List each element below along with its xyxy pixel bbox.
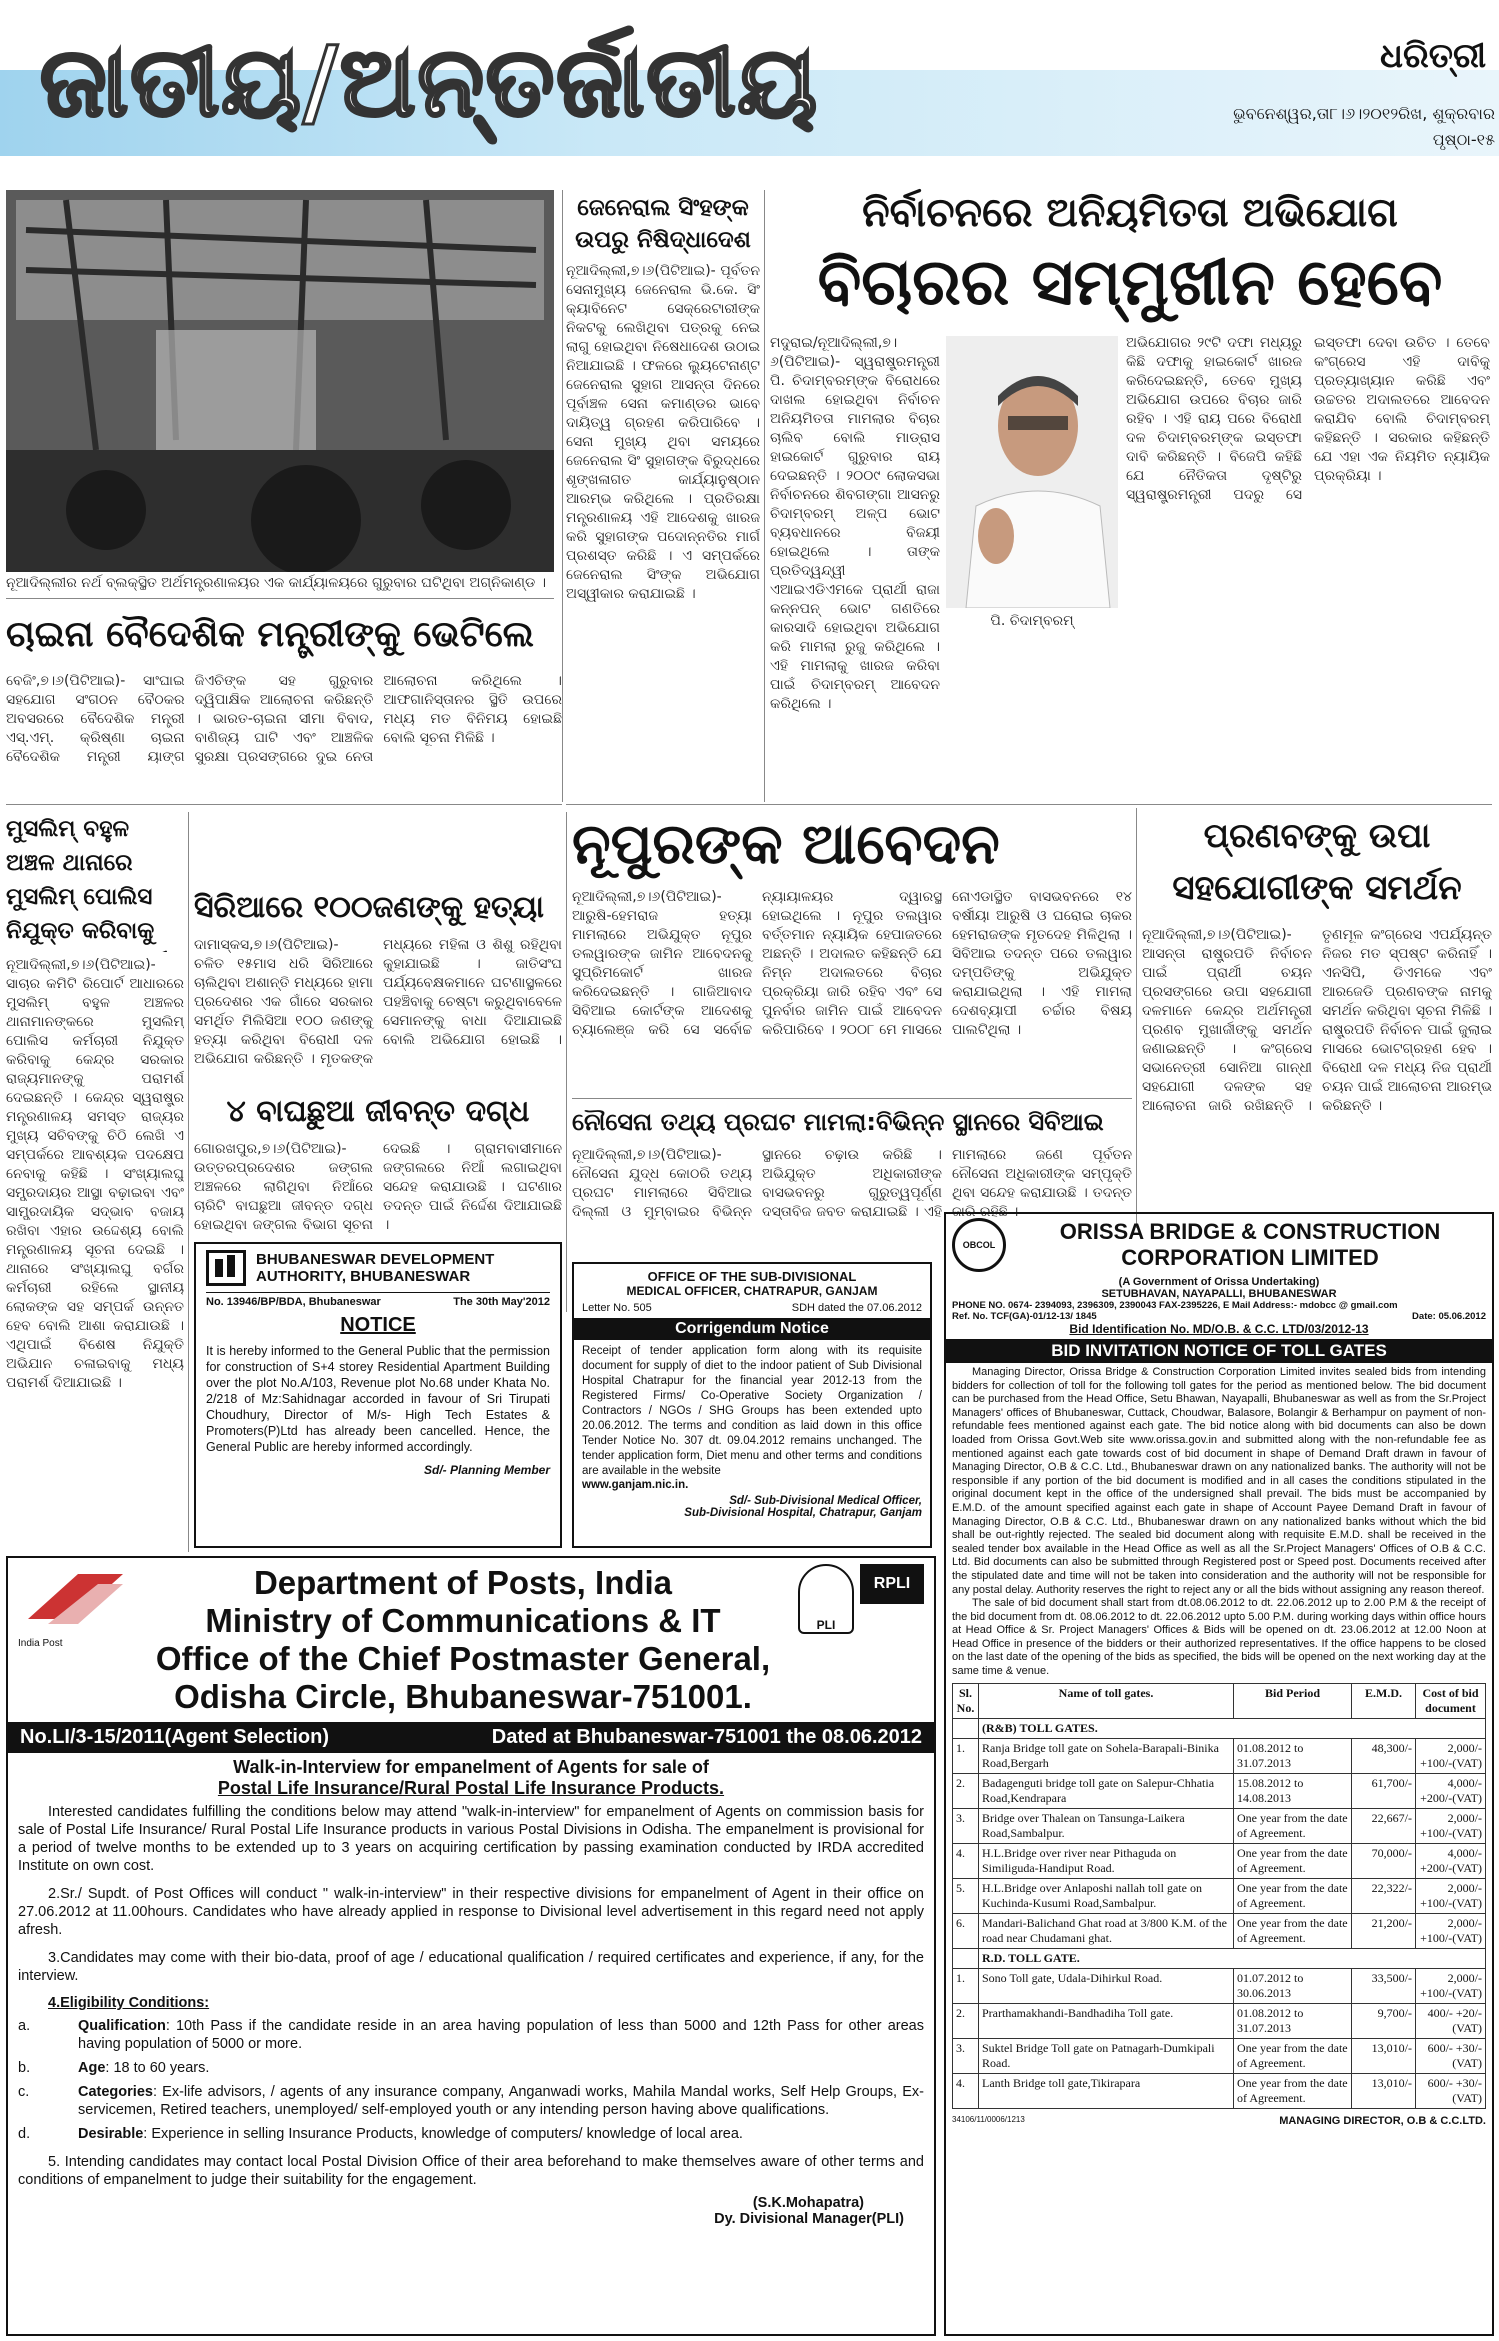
medical-body: Receipt of tender application form along with its requisite document for supply of diet to the indoor patient of Sub Divisional Hospital Chatrapur for the financial year 2012-13 from the Registered Firms/ Co-Operative Society Organization / Contractors / NGOs / SHG Groups has been extended upto 20.06.2012. The terms and condition as laid down in this office Tender Notice No. 307 dt. 09.04.2012 remains unchanged. The tender application form, Diet menu and other terms and conditions are available in the website — [582, 1345, 922, 1477]
post-para4-title: 4.Eligibility Conditions: — [48, 1995, 210, 2011]
table-cell: 22,667/- — [1352, 1808, 1416, 1843]
table-cell: 1. — [953, 1968, 979, 2003]
muslim-police-body: ନୂଆଦିଲ୍ଲୀ,୭।୬(ପିଟିଆଇ)- ସାଚାର କମିଟି ରିପୋର୍ଟ ଆଧାରରେ ମୁସଲିମ୍ ବହୁଳ ଅଞ୍ଚଳର ଥାନାମାନଙ୍କରେ ମୁସଲିମ୍ ପୋଲିସ କର୍ମଚାରୀ ନିଯୁକ୍ତ କରିବାକୁ କେନ୍ଦ୍ର ସରକାର ରାଜ୍ୟମାନଙ୍କୁ ପରାମର୍ଶ ଦେଇଛନ୍ତି । କେନ୍ଦ୍ର ସ୍ୱରାଷ୍ଟ୍ର ମନ୍ତ୍ରଣାଳୟ ସମସ୍ତ ରାଜ୍ୟର ମୁଖ୍ୟ ସଚିବଙ୍କୁ ଚିଠି ଲେଖି ଏ ସମ୍ପର୍କରେ ଆବଶ୍ୟକ ପଦକ୍ଷେପ ନେବାକୁ କହିଛି । ସଂଖ୍ୟାଲଘୁ ସମ୍ପ୍ରଦାୟର ଆସ୍ଥା ବଢ଼ାଇବା ଏବଂ ସାମ୍ପ୍ରଦାୟିକ ସଦ୍‌ଭାବ ବଜାୟ ରଖିବା ଏହାର ଉଦ୍ଦେଶ୍ୟ ବୋଲି ମନ୍ତ୍ରଣାଳୟ ସୂଚନା ଦେଇଛି । ଥାନାରେ ସଂଖ୍ୟାଲଘୁ ବର୍ଗର କର୍ମଚାରୀ ରହିଲେ ସ୍ଥାନୀୟ ଲୋକଙ୍କ ସହ ସମ୍ପର୍କ ଉନ୍ନତ ହେବ ବୋଲି ଆଶା କରାଯାଉଛି । ଏଥିପାଇଁ ବିଶେଷ ନିଯୁକ୍ତି ଅଭିଯାନ ଚଳାଇବାକୁ ମଧ୍ୟ ପରାମର୍ଶ ଦିଆଯାଇଛି । — [6, 957, 184, 1391]
divider — [562, 190, 563, 802]
table-section-row — [953, 1718, 1486, 1738]
post-title-line2: Ministry of Communications & IT — [205, 1602, 721, 1639]
table-cell: 33,500/- — [1352, 1968, 1416, 2003]
table-cell: 400/- +20/-(VAT) — [1416, 2003, 1486, 2038]
table-cell: One year from the date of Agreement. — [1234, 2038, 1352, 2073]
table-header: Bid Period — [1234, 1683, 1352, 1718]
table-cell: 22,322/- — [1352, 1878, 1416, 1913]
navy-headline: ନୌସେନା ତଥ୍ୟ ପ୍ରଘଟ ମାମଲା:ବିଭିନ୍ନ ସ୍ଥାନରେ ସିବିଆଇ — [572, 1108, 1104, 1136]
medical-date: SDH dated the 07.06.2012 — [791, 1302, 922, 1314]
chidambaram-photo-caption: ପି. ଚିଦାମ୍ବରମ୍ — [990, 613, 1074, 629]
obcc-ad — [944, 1212, 1494, 2336]
table-cell: 4. — [953, 2073, 979, 2108]
table-cell: 4,000/- +200/-(VAT) — [1416, 1843, 1486, 1878]
table-section-row — [953, 1948, 1486, 1968]
post-dated: Dated at Bhubaneswar-751001 the 08.06.2012 — [491, 1726, 922, 1748]
pli-logo-label: PLI — [816, 1618, 836, 1632]
table-cell: 13,010/- — [1352, 2073, 1416, 2108]
eligibility-text: : 10th Pass if the candidate reside in an area having population of less than 5000 and 12th Pass for other areas having population of 5000 or more. — [78, 2018, 924, 2052]
post-subtitle1: Walk-in-Interview for empanelment of Agents for sale of — [233, 1757, 709, 1777]
eligibility-text: : Experience in selling Insurance Products, knowledge of computers/ knowledge of local area. — [143, 2126, 743, 2142]
obcc-address: SETUBHAVAN, NAYAPALLI, BHUBANESWAR — [1101, 1288, 1337, 1300]
chidambaram-kicker: ନିର୍ବାଚନରେ ଅନିୟମିତତା ଅଭିଯୋଗ — [862, 190, 1398, 236]
medical-notice — [572, 1262, 932, 1548]
masthead — [0, 0, 1499, 160]
table-row — [953, 1913, 1486, 1948]
general-headline: ଜେନେରାଲ ସିଂହଙ୍କ ଉପରୁ ନିଷିଦ୍ଧାଦେଶ — [575, 195, 751, 253]
medical-website: www.ganjam.nic.in. — [582, 1479, 689, 1491]
india-post-logo — [18, 1564, 128, 1648]
post-para1: Interested candidates fulfilling the conditions below may attend "walk-in-interview" for empanelment of Agents on commission basis for sale of Postal Life Insurance/ Rural Postal Life Insurance products in various Postal Divisions in Odisha. The empanelment is provisional for a period of twelve months to be extended up to 3 years on acquiring certification by passing examination conducted by IRDA accredited Institute on own cost. — [18, 1804, 924, 1874]
post-title-line4: Odisha Circle, Bhubaneswar-751001. — [174, 1678, 752, 1715]
table-header: Cost of bid document — [1416, 1683, 1486, 1718]
eligibility-label: Qualification — [78, 2018, 166, 2034]
table-cell: 600/- +30/-(VAT) — [1416, 2038, 1486, 2073]
medical-title: Corrigendum Notice — [574, 1318, 930, 1340]
medical-sign-line2: Sub-Divisional Hospital, Chatrapur, Ganjam — [684, 1507, 922, 1519]
table-cell — [953, 1948, 979, 1968]
table-cell: 48,300/- — [1352, 1738, 1416, 1773]
table-cell: 2,000/- +100/-(VAT) — [1416, 1878, 1486, 1913]
table-cell: One year from the date of Agreement. — [1234, 2073, 1352, 2108]
medical-office-line2: MEDICAL OFFICER, CHATRAPUR, GANJAM — [626, 1284, 878, 1298]
table-row — [953, 2003, 1486, 2038]
tiger-body: ଗୋରଖପୁର,୭।୬(ପିଟିଆଇ)- ଉତ୍ତରପ୍ରଦେଶର ଜଙ୍ଗଲ ଅଞ୍ଚଳରେ ଲାଗିଥିବା ନିଆଁରେ ଚାରିଟି ବାଘଛୁଆ ଜୀବନ୍ତ ଦଗ୍ଧ ହୋଇଥିବା ଜଙ୍ଗଲ ବିଭାଗ ସୂଚନା ଦେଇଛି । ଗ୍ରାମବାସୀମାନେ ଜଙ୍ଗଲରେ ନିଆଁ ଲଗାଇଥିବା ସନ୍ଦେହ କରାଯାଉଛି । ଘଟଣାର ତଦନ୍ତ ପାଇଁ ନିର୍ଦ୍ଦେଶ ଦିଆଯାଇଛି । — [194, 1141, 562, 1233]
table-section-label: (R&B) TOLL GATES. — [979, 1718, 1486, 1738]
divider — [572, 1098, 1132, 1099]
nupur-headline: ନୂପୁରଙ୍କ ଆବେଦନ — [572, 812, 1000, 877]
obcc-name-line1: ORISSA BRIDGE & CONSTRUCTION — [1059, 1219, 1441, 1244]
divider — [6, 804, 562, 805]
eligibility-text: : Ex-life advisors, / agents of any insurance company, Anganwadi works, Mahila Mandal works, Self Help Groups, Ex-servicemen, Retired teachers, unemployed/ self-employed youth or any intending person having above qualifications. — [78, 2084, 924, 2118]
eligibility-key: b. — [18, 2060, 31, 2076]
rpli-logo-label: RPLI — [873, 1575, 911, 1592]
rpli-logo-icon — [860, 1564, 924, 1604]
table-cell: 4,000/- +200/-(VAT) — [1416, 1773, 1486, 1808]
bda-ref: No. 13946/BP/BDA, Bhubaneswar — [206, 1296, 381, 1308]
page-number: ପୃଷ୍ଠା-୧୫ — [1432, 130, 1495, 149]
table-row — [953, 1773, 1486, 1808]
table-cell: 15.08.2012 to 14.08.2013 — [1234, 1773, 1352, 1808]
divider — [188, 812, 189, 1552]
chidambaram-body-right: ଅଭିଯୋଗର ୨୯ଟି ଦଫା ମଧ୍ୟରୁ କିଛି ଦଫାକୁ ହାଇକୋର୍ଟ ଖାରଜ କରିଦେଇଛନ୍ତି, ତେବେ ମୁଖ୍ୟ ଅଭିଯୋଗ ଉପରେ ବିଚାର ଜାରି ରହିବ । ଏହି ରାୟ ପରେ ବିରୋଧୀ ଦଳ ଚିଦାମ୍ବରମ୍‌ଙ୍କ ଇସ୍ତଫା ଦାବି କରିଛନ୍ତି । ବିଜେପି କହିଛି ଯେ ନୈତିକତା ଦୃଷ୍ଟିରୁ ସ୍ୱରାଷ୍ଟ୍ରମନ୍ତ୍ରୀ ପଦରୁ ସେ ଇସ୍ତଫା ଦେବା ଉଚିତ । ତେବେ କଂଗ୍ରେସ ଏହି ଦାବିକୁ ପ୍ରତ୍ୟାଖ୍ୟାନ କରିଛି ଏବଂ ଉଚ୍ଚତର ଅଦାଲତରେ ଆବେଦନ କରାଯିବ ବୋଲି ଚିଦାମ୍ବରମ୍ କହିଛନ୍ତି । ସରକାର କହିଛନ୍ତି ଯେ ଏହା ଏକ ନିୟମିତ ନ୍ୟାୟିକ ପ୍ରକ୍ରିୟା । — [1126, 335, 1490, 503]
eligibility-item — [18, 2083, 924, 2119]
table-cell: 600/- +30/-(VAT) — [1416, 2073, 1486, 2108]
obcc-body2: The sale of bid document shall start from dt.08.06.2012 to dt. 22.06.2012 up to 2.00 P.M & the receipt of the bid document from dt. 08.06.2012 to dt. 22.06.2012 upto 5.00 P.M. during working days within office hours at Head Office & Sr. Project Managers' Offices & Bids will be opened on dt. 23.06.2012 at 12.00 Noon at Head Office in presence of the bidders or their authorized representatives. If the office happens to be closed on the last date of the opening of the bids as specified, the bids will be opened on the next working day at the same time & venue. — [952, 1597, 1486, 1678]
obcc-logo-text: OBCOL — [962, 1240, 996, 1250]
chidambaram-body-left: ମଦୁରାଇ/ନୂଆଦିଲ୍ଲୀ,୭।୬(ପିଟିଆଇ)- ସ୍ୱରାଷ୍ଟ୍ରମନ୍ତ୍ରୀ ପି. ଚିଦାମ୍ବରମ୍‌ଙ୍କ ବିରୋଧରେ ଦାଖଲ ହୋଇଥିବା ନିର୍ବାଚନ ଅନିୟମିତତା ମାମଲାର ବିଚାର ଚାଲିବ ବୋଲି ମାଡ୍ରାସ ହାଇକୋର୍ଟ ଗୁରୁବାର ରାୟ ଦେଇଛନ୍ତି । ୨୦୦୯ ଲୋକସଭା ନିର୍ବାଚନରେ ଶିବଗଙ୍ଗା ଆସନରୁ ଚିଦାମ୍ବରମ୍ ଅଳ୍ପ ଭୋଟ ବ୍ୟବଧାନରେ ବିଜୟୀ ହୋଇଥିଲେ । ତାଙ୍କ ପ୍ରତିଦ୍ୱନ୍ଦ୍ୱୀ ଏଆଇଏଡିଏମକେ ପ୍ରାର୍ଥୀ ରାଜା କନ୍ନପନ୍ ଭୋଟ ଗଣତିରେ କାରସାଦି ହୋଇଥିବା ଅଭିଯୋଗ କରି ମାମଲା ରୁଜୁ କରିଥିଲେ । ଏହି ମାମଲାକୁ ଖାରଜ କରିବା ପାଇଁ ଚିଦାମ୍ବରମ୍ ଆବେଦନ କରିଥିଲେ । — [770, 335, 940, 712]
paper-name: ଧରିତ୍ରୀ — [1380, 36, 1487, 76]
general-body: ନୂଆଦିଲ୍ଲୀ,୭।୬(ପିଟିଆଇ)- ପୂର୍ବତନ ସେନାମୁଖ୍ୟ ଜେନେରାଲ ଭି.କେ. ସିଂ କ୍ୟାବିନେଟ ସେକ୍ରେଟାରୀଙ୍କ ନିକଟକୁ ଲେଖିଥିବା ପତ୍ରକୁ ନେଇ ଲାଗୁ ହୋଇଥିବା ନିଷେଧାଦେଶ ଉଠାଇ ନିଆଯାଇଛି । ଫଳରେ ଲ୍ୟୁଟେନାଣ୍ଟ ଜେନେରାଲ ସୁହାଗ ଆସନ୍ତା ଦିନରେ ପୂର୍ବାଞ୍ଚଳ ସେନା କମାଣ୍ଡର ଭାବେ ଦାୟିତ୍ୱ ଗ୍ରହଣ କରିପାରିବେ । ସେନା ମୁଖ୍ୟ ଥିବା ସମୟରେ ଜେନେରାଲ ସିଂ ସୁହାଗଙ୍କ ବିରୁଦ୍ଧରେ ଶୃଙ୍ଖଳାଗତ କାର୍ଯ୍ୟାନୁଷ୍ଠାନ ଆରମ୍ଭ କରିଥିଲେ । ପ୍ରତିରକ୍ଷା ମନ୍ତ୍ରଣାଳୟ ଏହି ଆଦେଶକୁ ଖାରଜ କରି ସୁହାଗଙ୍କ ପଦୋନ୍ନତିର ମାର୍ଗ ପ୍ରଶସ୍ତ କରିଛି । ଏ ସମ୍ପର୍କରେ ଜେନେରାଲ ସିଂଙ୍କ ଅଭିଯୋଗ ଅସ୍ୱୀକାର କରାଯାଇଛି । — [566, 263, 760, 602]
navy-body: ନୂଆଦିଲ୍ଲୀ,୭।୬(ପିଟିଆଇ)- ନୌସେନା ଯୁଦ୍ଧ କୋଠରି ତଥ୍ୟ ପ୍ରଘଟ ମାମଲାରେ ସିବିଆଇ ଦିଲ୍ଲୀ ଓ ମୁମ୍ବାଇର ବିଭିନ୍ନ ସ୍ଥାନରେ ଚଢ଼ାଉ କରିଛି । ଅଭିଯୁକ୍ତ ଅଧିକାରୀଙ୍କ ବାସଭବନରୁ ଗୁରୁତ୍ୱପୂର୍ଣ୍ଣ ଦସ୍ତାବିଜ ଜବତ କରାଯାଇଛି । ଏହି ମାମଲାରେ ଜଣେ ପୂର୍ବତନ ନୌସେନା ଅଧିକାରୀଙ୍କ ସମ୍ପୃକ୍ତି ଥିବା ସନ୍ଦେହ କରାଯାଉଛି । ତଦନ୍ତ ଜାରି ରହିଛି । — [572, 1147, 1132, 1220]
obcc-footer-code: 34106/11/0006/1213 — [952, 2114, 1025, 2124]
table-cell: H.L.Bridge over river near Pithaguda on Similiguda-Handiput Road. — [979, 1843, 1234, 1878]
table-cell: One year from the date of Agreement. — [1234, 1878, 1352, 1913]
table-cell: 9,700/- — [1352, 2003, 1416, 2038]
post-ref-no: No.LI/3-15/2011(Agent Selection) — [20, 1726, 329, 1748]
table-cell: 01.07.2012 to 30.06.2013 — [1234, 1968, 1352, 2003]
table-row — [953, 2073, 1486, 2108]
table-cell: Badagenguti bridge toll gate on Salepur-Chhatia Road,Kendrapara — [979, 1773, 1234, 1808]
table-row — [953, 1738, 1486, 1773]
medical-letter: Letter No. 505 — [582, 1302, 652, 1314]
pli-logo-icon — [798, 1564, 854, 1634]
table-cell: 21,200/- — [1352, 1913, 1416, 1948]
fire-photo-illustration — [6, 190, 554, 572]
table-cell — [953, 1718, 979, 1738]
bda-title: NOTICE — [340, 1314, 416, 1336]
obcc-title: BID INVITATION NOTICE OF TOLL GATES — [946, 1339, 1492, 1363]
syria-body: ଦାମାସ୍କସ,୭।୬(ପିଟିଆଇ)- ଚଳିତ ୧୫ମାସ ଧରି ସିରିଆରେ ଚାଲିଥିବା ଅଶାନ୍ତି ମଧ୍ୟରେ ହାମା ପ୍ରଦେଶର ଏକ ଗାଁରେ ସରକାର ସମର୍ଥିତ ମିଲିସିଆ ୧୦୦ ଜଣଙ୍କୁ ହତ୍ୟା କରିଥିବା ବିରୋଧୀ ଦଳ ଅଭିଯୋଗ କରିଛନ୍ତି । ମୃତକଙ୍କ ମଧ୍ୟରେ ମହିଳା ଓ ଶିଶୁ ରହିଥିବା କୁହାଯାଇଛି । ଜାତିସଂଘ ପର୍ଯ୍ୟବେକ୍ଷକମାନେ ଘଟଣାସ୍ଥଳରେ ପହଞ୍ଚିବାକୁ ଚେଷ୍ଟା କରୁଥିବାବେଳେ ସେମାନଙ୍କୁ ବାଧା ଦିଆଯାଇଛି ବୋଲି ଅଭିଯୋଗ ହୋଇଛି । — [194, 937, 562, 1067]
pranab-body: ନୂଆଦିଲ୍ଲୀ,୭।୬(ପିଟିଆଇ)- ଆସନ୍ତା ରାଷ୍ଟ୍ରପତି ନିର୍ବାଚନ ପାଇଁ ପ୍ରାର୍ଥୀ ଚୟନ ପ୍ରସଙ୍ଗରେ ଉପା ସହଯୋଗୀ ଦଳମାନେ କେନ୍ଦ୍ର ଅର୍ଥମନ୍ତ୍ରୀ ପ୍ରଣବ ମୁଖାର୍ଜୀଙ୍କୁ ସମର୍ଥନ ଜଣାଇଛନ୍ତି । କଂଗ୍ରେସ ସଭାନେତ୍ରୀ ସୋନିଆ ଗାନ୍ଧୀ ସହଯୋଗୀ ଦଳଙ୍କ ସହ ଆଲୋଚନା ଜାରି ରଖିଛନ୍ତି । ତୃଣମୂଳ କଂଗ୍ରେସ ଏପର୍ଯ୍ୟନ୍ତ ନିଜର ମତ ସ୍ପଷ୍ଟ କରିନାହିଁ । ଏନସିପି, ଡିଏମକେ ଏବଂ ଆରଜେଡି ପ୍ରଣବଙ୍କ ନାମକୁ ସମର୍ଥନ କରିଥିବା ସୂଚନା ମିଳିଛି । ରାଷ୍ଟ୍ରପତି ନିର୍ବାଚନ ପାଇଁ ଜୁଲାଇ ମାସରେ ଭୋଟଗ୍ରହଣ ହେବ । ବିରୋଧୀ ଦଳ ମଧ୍ୟ ନିଜ ପ୍ରାର୍ଥୀ ଚୟନ ପାଇଁ ଆଲୋଚନା ଆରମ୍ଭ କରିଛନ୍ତି । — [1142, 927, 1492, 1114]
bda-org-line2: AUTHORITY, BHUBANESWAR — [256, 1268, 471, 1285]
table-cell: 2,000/- +100/-(VAT) — [1416, 1808, 1486, 1843]
table-cell: 1. — [953, 1738, 979, 1773]
table-row — [953, 1843, 1486, 1878]
divider — [566, 812, 567, 1312]
medical-sign-line1: Sd/- Sub-Divisional Medical Officer, — [729, 1495, 922, 1507]
table-row — [953, 2038, 1486, 2073]
eligibility-text: : 18 to 60 years. — [105, 2060, 210, 2076]
table-cell: 2. — [953, 2003, 979, 2038]
obcc-body: Managing Director, Orissa Bridge & Construction Corporation Limited invites sealed bids from intending bidders for collection of toll for the following toll gates for the period as mentioned below. The bid document can be purchased from the Head Office, Setu Bhawan, Nayapalli, Bhubaneswar as well as from the Sr.Project Managers' offices of Bhubaneswar, Cuttack, Choudwar, Balasore, Bolangir & Berhampur on payment of non-refundable fees mentioned against each gate. The bid notice along with bid documents can also be down loaded from Orissa Govt.Web site www.orissa.gov.in and submitted along with the non-refundable fee as mentioned against each gate towards cost of bid document in shape of Demand Draft drawn in favour of Managing Director, O.B & C.C. Ltd., Bhubaneswar drawn on any nationalized banks. The authority will not be responsible if any portion of the bid document is modified and in all cases the conditions stipulated in the original document kept in the office of the undersigned shall prevail. The bids must be accompanied by E.M.D. of the amount specified against each gate in shape of Account Payee Demand Draft in favour of Managing Director, O.B & C.C. Ltd., Bhubaneswar drawn on any nationalized banks without which the bid shall be out-rightly rejected. The sealed bid document along with requisite E.M.D. shall be received in the sealed tender box available in the Head Office as well as all the Sr.Project Managers' Offices of O.B & C.C. Ltd. Bid documents can also be submitted through Registered post or Speed post. Documents received after the stipulated date and time will not be taken into consideration and the authority will not be responsible for any postal delay. Authority reserves the right to reject any or all the bids without assigning any reason thereof. — [952, 1366, 1486, 1596]
obcc-phone: PHONE NO. 0674- 2394093, 2396309, 2390043 FAX-2395226, E Mail Address:- mdobcc @ gmail.com — [952, 1300, 1398, 1311]
toll-gate-table — [952, 1683, 1486, 2109]
table-cell: Lanth Bridge toll gate,Tikirapara — [979, 2073, 1234, 2108]
bda-notice — [194, 1242, 562, 1548]
table-cell: 5. — [953, 1878, 979, 1913]
table-cell: 3. — [953, 1808, 979, 1843]
divider — [764, 190, 765, 802]
eligibility-item — [18, 2017, 924, 2053]
table-header: E.M.D. — [1352, 1683, 1416, 1718]
bda-body: It is hereby informed to the General Public that the permission for construction of S+4 storey Residential Apartment Building over the plot No.A/103, Revenue plot No.68 under Khata No. 2/218 of Mz:Sahidnagar accorded in favour of Sri Tirupati Choudhury, Director of M/s- High Tech Estates & Promoters(P)Ltd has already been cancelled. Hence, the General Public are hereby informed accordingly. — [206, 1344, 550, 1454]
eligibility-label: Categories — [78, 2084, 153, 2100]
table-cell: Prarthamakhandi-Bandhadiha Toll gate. — [979, 2003, 1234, 2038]
obcc-date: Date: 05.06.2012 — [1412, 1311, 1486, 1322]
table-cell: H.L.Bridge over Anlaposhi nallah toll gate on Kuchinda-Kusumi Road,Sambalpur. — [979, 1878, 1234, 1913]
bda-date: The 30th May'2012 — [453, 1296, 550, 1308]
table-cell: 2,000/- +100/-(VAT) — [1416, 1968, 1486, 2003]
table-cell: One year from the date of Agreement. — [1234, 1843, 1352, 1878]
table-cell: Mandari-Balichand Ghat road at 3/800 K.M. of the road near Chudamani ghat. — [979, 1913, 1234, 1948]
divider — [1136, 808, 1137, 1228]
post-subtitle2: Postal Life Insurance/Rural Postal Life Insurance Products. — [217, 1778, 725, 1798]
post-title-line3: Office of the Chief Postmaster General, — [155, 1640, 771, 1677]
dateline: ଭୁବନେଶ୍ୱର,ତା୮।୬।୨୦୧୨ରିଖ, ଶୁକ୍ରବାର — [1233, 104, 1495, 123]
table-cell: 3. — [953, 2038, 979, 2073]
eligibility-label: Age — [78, 2060, 106, 2076]
eligibility-list — [18, 2017, 924, 2143]
chidambaram-photo — [946, 336, 1118, 608]
post-sign-name: (S.K.Mohapatra) — [752, 2195, 864, 2211]
post-title-line1: Department of Posts, India — [253, 1564, 673, 1601]
post-para5: 5. Intending candidates may contact local Postal Division Office of their area beforehand to make themselves aware of other terms and conditions of empanelment to judge their suitability for the engagement. — [18, 2154, 924, 2188]
table-cell: 61,700/- — [1352, 1773, 1416, 1808]
section-title: ଜାତୀୟ/ଅନ୍ତର୍ଜାତୀୟ — [40, 26, 819, 138]
tiger-headline: ୪ ବାଘଛୁଆ ଜୀବନ୍ତ ଦଗ୍ଧ — [226, 1094, 530, 1129]
obcc-footer-sign: MANAGING DIRECTOR, O.B & C.C.LTD. — [1279, 2114, 1486, 2127]
bda-logo-icon — [206, 1250, 246, 1286]
nupur-body: ନୂଆଦିଲ୍ଲୀ,୭।୬(ପିଟିଆଇ)- ଆରୁଷି-ହେମରାଜ ହତ୍ୟା ମାମଲାରେ ଅଭିଯୁକ୍ତ ନୂପୁର ତଲୱାରଙ୍କ ଜାମିନ ଆବେଦନକୁ ସୁପ୍ରିମକୋର୍ଟ ଖାରଜ କରିଦେଇଛନ୍ତି । ଗାଜିଆବାଦ ସିବିଆଇ କୋର୍ଟଙ୍କ ଆଦେଶକୁ ଚ୍ୟାଲେଞ୍ଜ କରି ସେ ସର୍ବୋଚ୍ଚ ନ୍ୟାୟାଳୟର ଦ୍ୱାରସ୍ଥ ହୋଇଥିଲେ । ନୂପୁର ତଲୱାର ବର୍ତ୍ତମାନ ନ୍ୟାୟିକ ହେପାଜତରେ ଅଛନ୍ତି । ଅଦାଲତ କହିଛନ୍ତି ଯେ ନିମ୍ନ ଅଦାଲତରେ ବିଚାର ପ୍ରକ୍ରିୟା ଜାରି ରହିବ ଏବଂ ସେ ପୁନର୍ବାର ଜାମିନ ପାଇଁ ଆବେଦନ କରିପାରିବେ । ୨୦୦୮ ମେ ମାସରେ ନୋଏଡାସ୍ଥିତ ବାସଭବନରେ ୧୪ ବର୍ଷୀୟା ଆରୁଷି ଓ ଘରୋଇ ଚାକର ହେମରାଜଙ୍କ ମୃତଦେହ ମିଳିଥିଲା । ସିବିଆଇ ତଦନ୍ତ ପରେ ତଲୱାର ଦମ୍ପତିଙ୍କୁ ଅଭିଯୁକ୍ତ କରାଯାଇଥିଲା । ଏହି ମାମଲା ଦେଶବ୍ୟାପୀ ଚର୍ଚ୍ଚାର ବିଷୟ ପାଲଟିଥିଲା । — [572, 889, 1132, 1038]
table-cell: 2. — [953, 1773, 979, 1808]
table-cell: 01.08.2012 to 31.07.2013 — [1234, 1738, 1352, 1773]
muslim-police-headline: ମୁସଲିମ୍ ବହୁଳ ଅଞ୍ଚଳ ଥାନାରେ ମୁସଲିମ୍ ପୋଲିସ ନିଯୁକ୍ତ କରିବାକୁ — [6, 816, 155, 944]
post-ad — [6, 1556, 936, 2336]
post-para3: 3.Candidates may come with their bio-data, proof of age / educational qualification / required certificates and experience, if any, for the interview. — [18, 1950, 924, 1984]
table-cell: 01.08.2012 to 31.07.2013 — [1234, 2003, 1352, 2038]
table-cell: 2,000/- +100/-(VAT) — [1416, 1738, 1486, 1773]
table-cell: 2,000/- +100/-(VAT) — [1416, 1913, 1486, 1948]
bda-sign: Sd/- Planning Member — [423, 1463, 550, 1477]
table-header: Sl. No. — [953, 1683, 979, 1718]
divider — [6, 598, 554, 599]
table-cell: 70,000/- — [1352, 1843, 1416, 1878]
table-row — [953, 1808, 1486, 1843]
table-cell: One year from the date of Agreement. — [1234, 1808, 1352, 1843]
table-cell: Sono Toll gate, Udala-Dihirkul Road. — [979, 1968, 1234, 2003]
table-cell: Suktel Bridge Toll gate on Patnagarh-Dumkipali Road. — [979, 2038, 1234, 2073]
eligibility-key: c. — [18, 2084, 30, 2100]
table-cell: Bridge over Thalean on Tansunga-Laikera Road,Sambalpur. — [979, 1808, 1234, 1843]
table-cell: 13,010/- — [1352, 2038, 1416, 2073]
table-cell: 6. — [953, 1913, 979, 1948]
fire-photo-caption: ନୂଆଦିଲ୍ଲୀର ନର୍ଥ ବ୍ଲକ୍‌ସ୍ଥିତ ଅର୍ଥମନ୍ତ୍ରଣାଳୟର ଏକ କାର୍ଯ୍ୟାଳୟରେ ଗୁରୁବାର ଘଟିଥିବା ଅଗ୍ନିକାଣ୍ଡ । — [6, 575, 547, 591]
table-section-label: R.D. TOLL GATE. — [979, 1948, 1486, 1968]
table-row — [953, 1968, 1486, 2003]
bda-org-line1: BHUBANESWAR DEVELOPMENT — [256, 1251, 495, 1268]
obcc-logo-icon — [952, 1218, 1006, 1272]
table-row — [953, 1878, 1486, 1913]
chidambaram-illustration — [946, 336, 1118, 608]
table-cell: One year from the date of Agreement. — [1234, 1913, 1352, 1948]
pranab-headline: ପ୍ରଣବଙ୍କୁ ଉପା ସହଯୋଗୀଙ୍କ ସମର୍ଥନ — [1172, 816, 1462, 908]
fire-photo — [6, 190, 554, 572]
syria-headline: ସିରିଆରେ ୧୦୦ଜଣଙ୍କୁ ହତ୍ୟା — [194, 890, 544, 925]
india-post-label: India Post — [18, 1638, 63, 1649]
obcc-bid-id: Bid Identification No. MD/O.B. & C.C. LTD/03/2012-13 — [1069, 1322, 1369, 1336]
table-cell: 4. — [953, 1843, 979, 1878]
krishna-headline: ଚାଇନା ବୈଦେଶିକ ମନ୍ତ୍ରୀଙ୍କୁ ଭେଟିଲେ — [6, 614, 534, 655]
divider — [566, 804, 1492, 805]
eligibility-item — [18, 2059, 924, 2077]
obcc-govt: (A Government of Orissa Undertaking) — [1118, 1276, 1320, 1288]
india-post-icon — [18, 1564, 128, 1634]
eligibility-key: d. — [18, 2126, 31, 2142]
post-sign-title: Dy. Divisional Manager(PLI) — [714, 2211, 904, 2227]
medical-office-line1: OFFICE OF THE SUB-DIVISIONAL — [647, 1269, 857, 1284]
krishna-body: ବେଜିଂ,୭।୬(ପିଟିଆଇ)- ସାଂଘାଇ ସହଯୋଗ ସଂଗଠନ ବୈଠକର ଅବସରରେ ବୈଦେଶିକ ମନ୍ତ୍ରୀ ଏସ୍.ଏମ୍. କ୍ରିଷ୍ଣା ଚାଇନା ବୈଦେଶିକ ମନ୍ତ୍ରୀ ୟାଙ୍ଗ ଜିଏଚିଙ୍କ ସହ ଗୁରୁବାର ଦ୍ୱିପାକ୍ଷିକ ଆଲୋଚନା କରିଛନ୍ତି । ଭାରତ-ଚାଇନା ସୀମା ବିବାଦ, ବାଣିଜ୍ୟ ଘାଟି ଏବଂ ଆଞ୍ଚଳିକ ସୁରକ୍ଷା ପ୍ରସଙ୍ଗରେ ଦୁଇ ନେତା ଆଲୋଚନା କରିଥିଲେ । ଆଫଗାନିସ୍ତାନର ସ୍ଥିତି ଉପରେ ମଧ୍ୟ ମତ ବିନିମୟ ହୋଇଛି ବୋଲି ସୂଚନା ମିଳିଛି । — [6, 673, 562, 765]
table-cell: Ranja Bridge toll gate on Sohela-Barapali-Binika Road,Bergarh — [979, 1738, 1234, 1773]
post-para2: 2.Sr./ Supdt. of Post Offices will conduct " walk-in-interview" in their respective divisions for empanelment of Agent in their office on 27.06.2012 at 11.00hours. Candidates who have already applied in response to Divisional level advertisement in this regard need not apply afresh. — [18, 1886, 924, 1938]
table-header-row — [953, 1683, 1486, 1718]
eligibility-key: a. — [18, 2018, 31, 2034]
obcc-ref: Ref. No. TCF(GA)-01/12-13/ 1845 — [952, 1311, 1097, 1322]
obcc-name-line2: CORPORATION LIMITED — [1121, 1245, 1379, 1270]
table-header: Name of toll gates. — [979, 1683, 1234, 1718]
chidambaram-headline: ବିଚାରର ସମ୍ମୁଖୀନ ହେବେ — [817, 246, 1443, 320]
eligibility-item — [18, 2125, 924, 2143]
eligibility-label: Desirable — [78, 2126, 144, 2142]
